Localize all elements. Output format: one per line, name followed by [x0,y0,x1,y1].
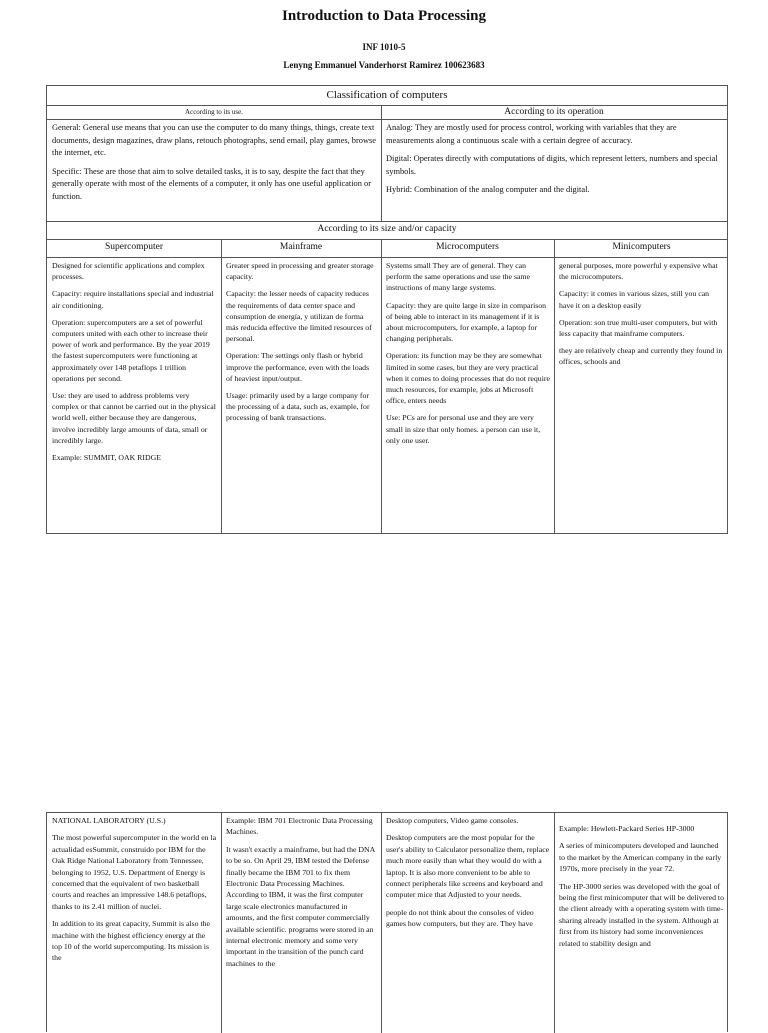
divider [554,813,555,1033]
continuation-microcomputers-p1: Desktop computers, Video game consoles. [386,816,519,825]
continuation-microcomputers-cell [386,815,550,936]
col-minicomputers: Minicomputers [612,242,671,252]
continuation-table [46,812,728,1032]
col-mainframe: Mainframe [279,242,323,252]
size-title: According to its size and/or capacity [317,224,457,234]
use-cell [52,122,376,210]
continuation-supercomputer-p1: NATIONAL LABORATORY (U.S.) [52,816,166,825]
microcomputers-p1: Systems small They are of general. They can perform the same operations and use the same instructions of many large systems. [386,261,530,293]
use-heading: According to its use. [185,108,243,116]
classification-title: Classification of computers [326,89,448,101]
continuation-minicomputers-p3: The HP-3000 series was developed with the goal of being the first minicomputer that will be delivered to the client already with a operating system with time-sharing already installed in the system. Although at first from its history had some inconveniences related to stability design and [559,881,724,948]
minicomputers-p4: they are relatively cheap and currently they found in offices, schools and [559,346,723,367]
operation-analog: Analog: They are mostly used for process control, working with variables that they are measurements along a continuous scale with a certain degree of accuracy. [386,123,677,145]
supercomputer-p3: Operation: supercomputers are a set of powerful computers united with each other to increase their power of work and performance. By the year 2019 the fastest supercomputers were functioning at approximately over 148 petaflops 1 trillion operations per second. [52,317,210,383]
continuation-minicomputers-cell [559,823,724,955]
use-specific: Specific: These are those that aim to solve detailed tasks, it is to say, despite the fact that they generally operate with most of the elements of a computer, it only has one useful application or function. [52,166,371,201]
microcomputers-p4: Use: PCs are for personal use and they are very small in size that only homes. a person can use it, only one user. [386,413,541,445]
course-code: INF 1010-5 [362,42,406,52]
continuation-supercomputer-p3: In addition to its great capacity, Summit is also the machine with the highest efficiency energy at the top 10 of the world supercomputing. Its mission is the [52,919,211,963]
supercomputer-cell [52,260,217,469]
document-title: Introduction to Data Processing [281,8,487,24]
divider [47,221,727,222]
mainframe-p4: Usage: primarily used by a large company for the processing of a data, such as, example, for processing of bank transactions. [226,391,370,423]
divider [381,813,382,1033]
microcomputers-p2: Capacity: they are quite large in size in comparison of being able to interact in its management if it is about microcomputers, for example, a laptop for changing peripherals. [386,300,547,344]
continuation-supercomputer-cell [52,815,217,970]
classification-table [46,85,728,534]
continuation-mainframe-p1: Example: IBM 701 Electronic Data Processing Machines. [226,816,373,837]
operation-hybrid: Hybrid: Combination of the analog computer and the digital. [386,185,590,195]
continuation-mainframe-p2: It wasn't exactly a mainframe, but had the DNA to be so. On April 29, IBM tested the Defense finally became the IBM 701 to fix them Electronic Data Processing Machines. According to IBM, it was the first computer large scale electronics manufactured in amounts, and the first computer commercially available scientific. programs were stored in an internal electronic memory and some very important in the transition of the punch card machines to the [226,844,375,968]
minicomputers-p3: Operation: son true multi-user computers, but with less capacity that mainframe computers. [559,317,718,339]
operation-heading: According to its operation [504,107,604,117]
mainframe-cell [226,260,377,430]
col-microcomputers: Microcomputers [436,242,499,252]
use-general: General: General use means that you can use the computer to do many things, things, create text documents, design magazines, draw plans, retouch photographs, send email, play games, browse the internet, etc. [52,123,376,158]
divider [554,239,555,534]
mainframe-p1: Greater speed in processing and greater storage capacity. [226,261,374,282]
divider [221,239,222,534]
operation-digital: Digital: Operates directly with computations of digits, which represent letters, numbers and special symbols. [386,154,718,176]
operation-cell [386,122,722,203]
supercomputer-p2: Capacity: require installations special and industrial air conditioning. [52,289,214,310]
supercomputer-p1: Designed for scientific applications and complex processes. [52,261,205,282]
continuation-minicomputers-p2: A series of minicomputers developed and launched to the market by the American company in the early 1970s, more precisely in the year 72. [559,841,722,874]
minicomputers-cell [559,260,724,374]
divider [47,239,727,240]
continuation-minicomputers-p1: Example: Hewlett-Packard Series HP-3000 [559,824,695,833]
continuation-microcomputers-p3: people do not think about the consoles of video games how computers, but they are. They have [386,907,534,929]
author-line: Lenyng Emmanuel Vanderhorst Ramirez 100623683 [283,60,485,70]
minicomputers-p2: Capacity: it comes in various sizes, still you can have it on a desktop easily [559,289,710,310]
supercomputer-p4: Use: they are used to address problems very complex or that cannot be carried out in the physical world well, either because they are dangerous, involve incredibly large amounts of data, small or incredibly large. [52,391,216,445]
continuation-mainframe-cell [226,815,377,975]
microcomputers-cell [386,260,550,452]
continuation-supercomputer-p2: The most powerful supercomputer in the world en la actualidad esSummit, construido por IBM for the Oak Ridge National Laboratory from Tennessee, belonging to 1952, U.S. Department of Energy is concerned that the equivalent of two basketball courts and reaches an impressive 148.6 petaflops, thanks to its 2.41 million of nuclei. [52,833,217,911]
supercomputer-p5: Example: SUMMIT, OAK RIDGE [52,453,162,463]
mainframe-p3: Operation: The settings only flash or hybrid improve the performance, even with the loads of heaviest input/output. [226,351,370,383]
divider [47,119,727,120]
col-supercomputer: Supercomputer [104,242,164,252]
minicomputers-p1: general purposes, more powerful y expensive what the microcomputers. [559,261,718,282]
divider [47,257,727,258]
divider [381,105,382,221]
mainframe-p2: Capacity: the lesser needs of capacity reduces the requirements of data center space and consumption de energía, y utilizan de forma más reducida effective the limited resources of personal. [226,289,372,344]
divider [221,813,222,1033]
continuation-microcomputers-p2: Desktop computers are the most popular for the user's ability to Calculator personalize them, replace much more easily than what they would do with a laptop. It is also more convenient to be able to connect peripherals like screens and keyboard and computer mice that Adjusted to your needs. [386,833,550,900]
divider [381,239,382,534]
microcomputers-p3: Operation: its function may be they are somewhat limited in some cases, but they are very practical when it comes to doing processes that do not require much resources, for example, jobs at Microsoft office, enters needs [386,351,550,406]
divider [47,105,727,106]
